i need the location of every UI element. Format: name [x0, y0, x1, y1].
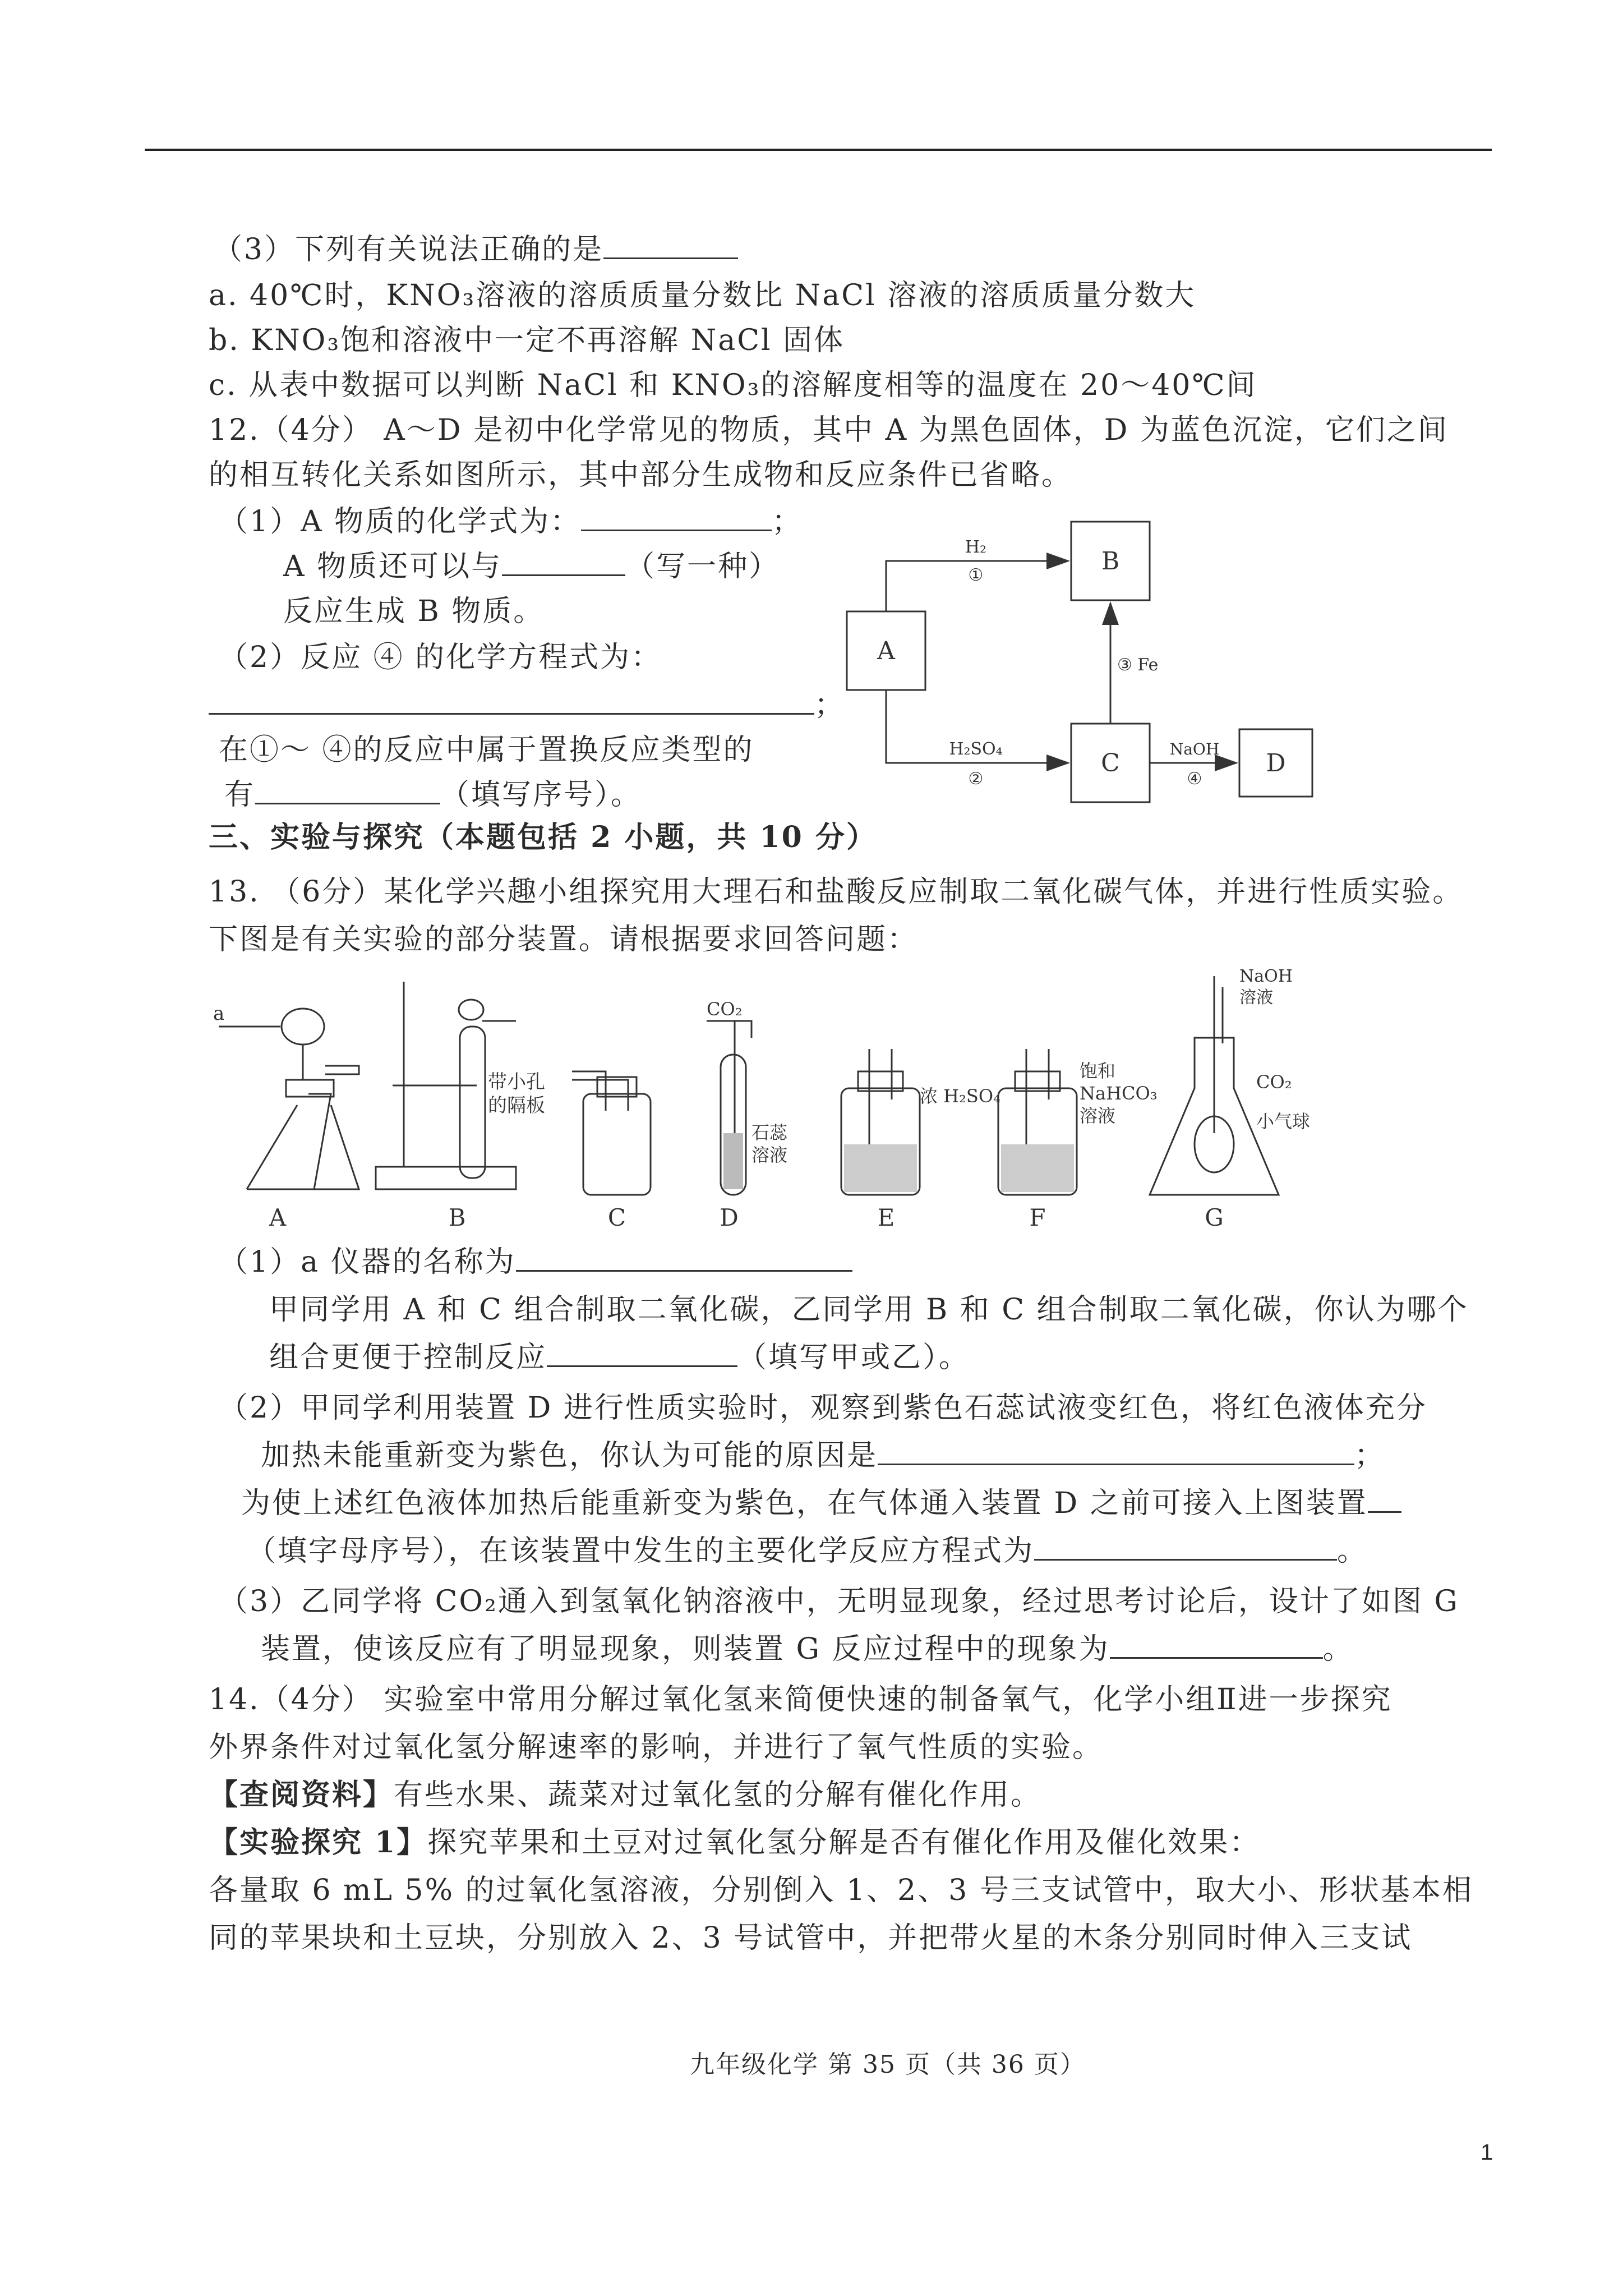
q12-reaction-diagram: [841, 516, 1335, 808]
q12-stem-line2: 的相互转化关系如图所示，其中部分生成物和反应条件已省略。: [209, 458, 1073, 492]
q12-part2-answer-line: ；: [209, 685, 845, 725]
diagram-node-b: B: [1101, 547, 1120, 576]
q13-stem-line2: 下图是有关实验的部分装置。请根据要求回答问题：: [209, 923, 919, 956]
apparatus-b-annotation-1: 带小孔: [488, 1071, 545, 1093]
apparatus-g-balloon: 小气球: [1256, 1111, 1311, 1132]
q13-part1-c: 组合更便于控制反应 （填写甲或乙）。: [269, 1341, 970, 1374]
apparatus-d-annotation-1: 石蕊: [751, 1122, 788, 1143]
apparatus-g-co2: CO₂: [1256, 1071, 1292, 1093]
q14-experiment-1: 【实验探究 1】探究苹果和土豆对过氧化氢分解是否有催化作用及催化效果：: [209, 1825, 1261, 1860]
section3-heading: 三、实验与探究（本题包括 2 小题，共 10 分）: [209, 820, 877, 854]
diagram-label-4: ④: [1187, 769, 1202, 789]
apparatus-g-naoh-2: 溶液: [1239, 988, 1273, 1007]
header-rule: [145, 149, 1492, 151]
apparatus-f-annotation-1: 饱和: [1080, 1060, 1116, 1082]
diagram-label-1: ①: [968, 565, 984, 585]
apparatus-b-annotation-2: 的隔板: [488, 1094, 545, 1117]
q11-option-a: a. 40℃时，KNO₃溶液的溶质质量分数比 NaCl 溶液的溶质质量分数大: [209, 279, 1196, 312]
q14-reference: 【查阅资料】有些水果、蔬菜对过氧化氢的分解有催化作用。: [209, 1778, 1042, 1812]
q14-stem-line1: 14.（4分） 实验室中常用分解过氧化氢来简便快速的制备氧气，化学小组Ⅱ进一步探究: [209, 1683, 1393, 1717]
page-footer: 九年级化学 第 35 页（共 36 页）: [690, 2050, 1086, 2079]
q12-part1-b: A 物质还可以与 （写一种）: [283, 550, 780, 583]
q13-part1-b: 甲同学用 A 和 C 组合制取二氧化碳，乙同学用 B 和 C 组合制取二氧化碳，你认为哪个: [269, 1293, 1469, 1327]
diagram-node-d: D: [1266, 749, 1286, 777]
q14-experiment-line2: 同的苹果块和土豆块，分别放入 2、3 号试管中，并把带火星的木条分别同时伸入三支试: [209, 1921, 1413, 1955]
apparatus-e: [841, 1049, 920, 1195]
apparatus-name-b: B: [448, 1204, 466, 1228]
diagram-label-fe: ③ Fe: [1117, 655, 1159, 675]
apparatus-name-c: C: [607, 1204, 626, 1228]
q12-part2: （2）反应 ④ 的化学方程式为：: [219, 641, 662, 674]
apparatus-name-g: G: [1205, 1204, 1224, 1228]
q13-part2-d: （填字母序号），在该装置中发生的主要化学反应方程式为 。: [247, 1534, 1368, 1568]
diagram-label-naoh: NaOH: [1169, 740, 1220, 758]
q14-stem-line2: 外界条件对过氧化氢分解速率的影响，并进行了氧气性质的实验。: [209, 1731, 1104, 1764]
diagram-node-c: C: [1101, 749, 1120, 777]
apparatus-e-annotation: 浓 H₂SO₄: [920, 1085, 1000, 1107]
apparatus-g-naoh-1: NaOH: [1239, 967, 1293, 986]
diagram-label-h2: H₂: [965, 537, 987, 557]
q12-stem-line1: 12.（4分） A～D 是初中化学常见的物质，其中 A 为黑色固体，D 为蓝色沉淀，它们之间: [209, 413, 1449, 447]
diagram-node-a: A: [877, 637, 895, 665]
diagram-label-h2so4: H₂SO₄: [949, 739, 1003, 759]
diagram-label-2: ②: [968, 769, 984, 789]
q12-part1-c: 反应生成 B 物质。: [283, 595, 545, 628]
q13-part2-a: （2）甲同学利用装置 D 进行性质实验时，观察到紫色石蕊试液变红色，将红色液体充分: [219, 1391, 1427, 1425]
apparatus-f-annotation-2: NaHCO₃: [1080, 1083, 1158, 1104]
apparatus-a: [219, 1009, 359, 1189]
apparatus-a-label-small: a: [213, 1002, 225, 1025]
apparatus-name-e: E: [877, 1204, 895, 1228]
apparatus-name-d: D: [720, 1204, 739, 1228]
apparatus-name-a: A: [269, 1204, 287, 1228]
apparatus-f: [998, 1049, 1077, 1195]
q11-option-c: c. 从表中数据可以判断 NaCl 和 KNO₃的溶解度相等的温度在 20～40℃间: [209, 369, 1257, 402]
apparatus-d-co2: CO₂: [707, 999, 743, 1020]
q13-part2-b: 加热未能重新变为紫色，你认为可能的原因是 ；: [261, 1439, 1386, 1473]
q13-part2-c: 为使上述红色液体加热后能重新变为紫色，在气体通入装置 D 之前可接入上图装置: [241, 1484, 1401, 1523]
q13-part3-a: （3）乙同学将 CO₂通入到氢氧化钠溶液中，无明显现象，经过思考讨论后，设计了如图 G: [219, 1585, 1459, 1618]
apparatus-name-f: F: [1029, 1204, 1046, 1228]
q13-apparatus-figure: [213, 965, 1380, 1228]
q13-stem-line1: 13. （6分）某化学兴趣小组探究用大理石和盐酸反应制取二氧化碳气体，并进行性质实验。: [209, 875, 1464, 909]
q12-part3-b: 有 （填写序号）。: [224, 778, 642, 812]
q12-part1-a: （1）A 物质的化学式为： ；: [219, 505, 803, 539]
q14-experiment-line1: 各量取 6 mL 5% 的过氧化氢溶液，分别倒入 1、2、3 号三支试管中，取大小、形状基本相: [209, 1874, 1473, 1907]
apparatus-d: [707, 1021, 751, 1195]
q12-part3-a: 在①～ ④的反应中属于置换反应类型的: [219, 733, 754, 767]
page-number: 1: [1481, 2140, 1493, 2165]
q13-part1-a: （1）a 仪器的名称为: [219, 1243, 852, 1282]
q13-part3-b: 装置，使该反应有了明显现象，则装置 G 反应过程中的现象为 。: [261, 1632, 1354, 1666]
apparatus-c: [572, 1071, 651, 1195]
q11-part3: （3）下列有关说法正确的是: [213, 230, 738, 269]
apparatus-d-annotation-2: 溶液: [751, 1144, 788, 1166]
q11-option-b: b. KNO₃饱和溶液中一定不再溶解 NaCl 固体: [209, 324, 845, 357]
apparatus-f-annotation-3: 溶液: [1080, 1105, 1116, 1126]
